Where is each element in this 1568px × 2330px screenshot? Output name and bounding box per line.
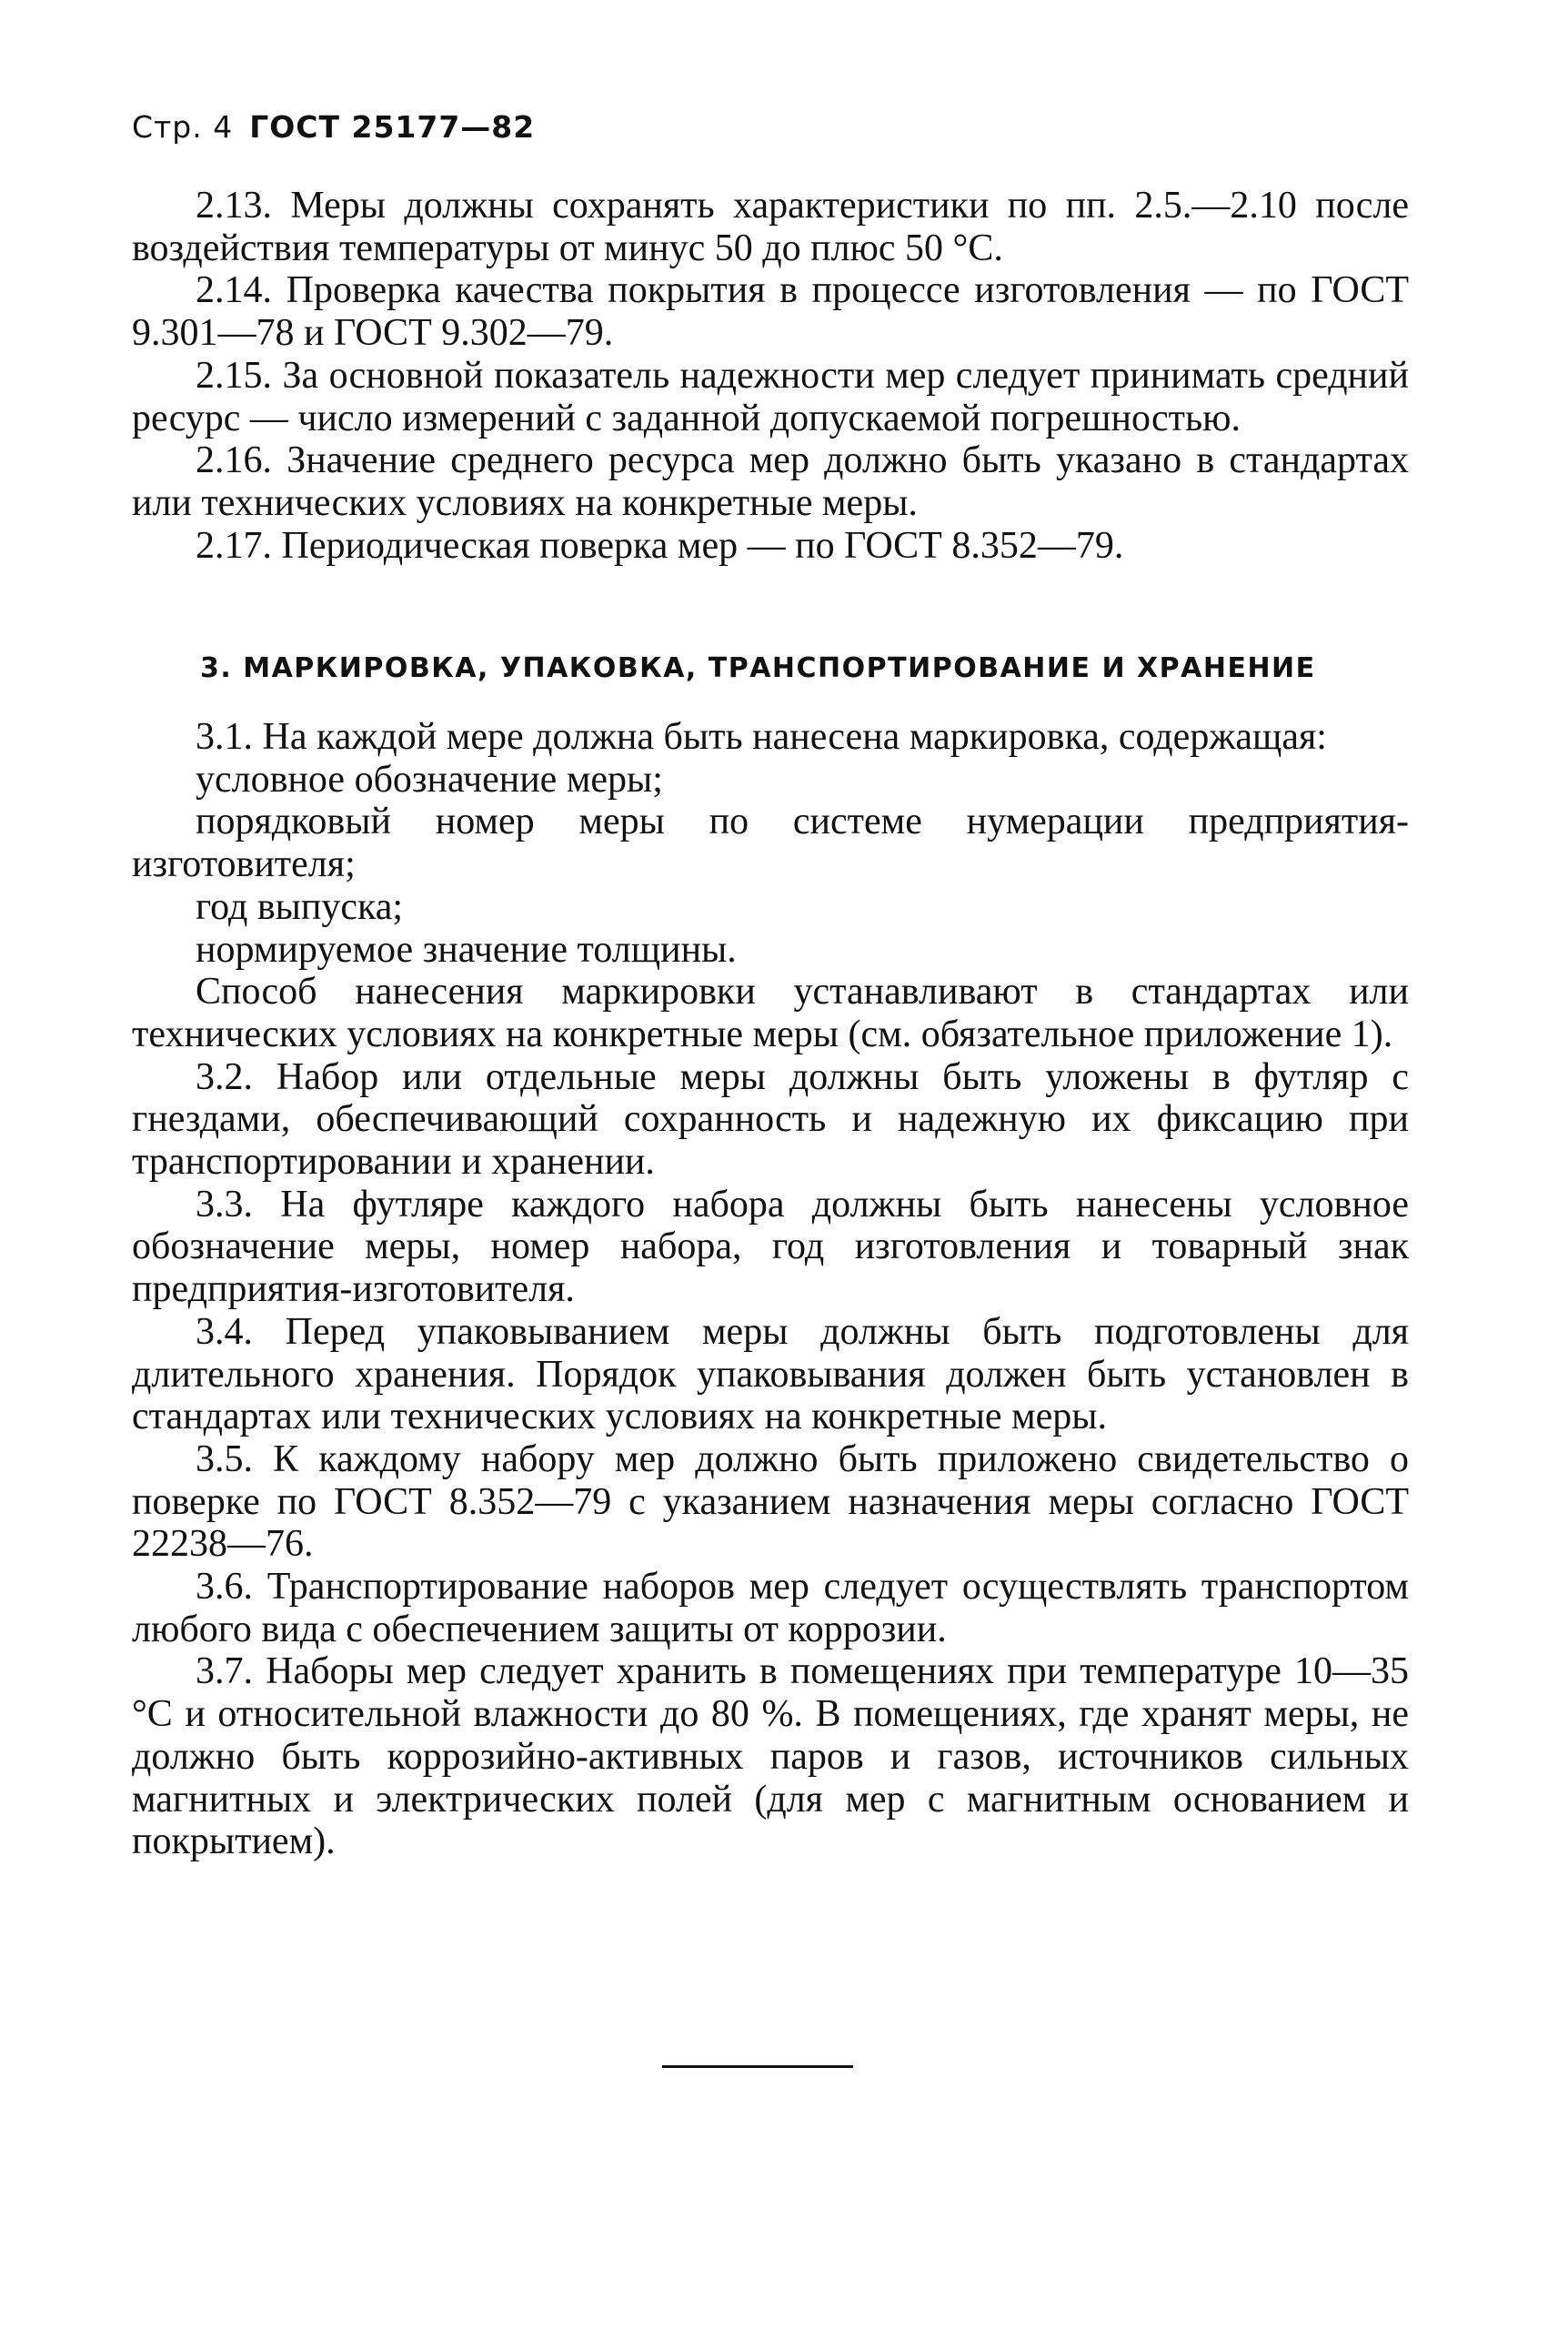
standard-code: ГОСТ 25177—82	[249, 109, 536, 145]
paragraph-3-5: 3.5. К каждому набору мер должно быть приложено свидетельство о поверке по ГОСТ 8.352—79 с указанием назначения меры согласно ГОСТ 22238—76.	[132, 1437, 1409, 1566]
end-of-text-rule	[662, 2065, 853, 2068]
paragraph-3-4: 3.4. Перед упаковыванием меры должны быть подготовлены для длительного хранения. Порядок упаковывания должен быть установлен в стандартах или технических условиях на конкретные меры.	[132, 1310, 1409, 1438]
paragraph-3-1: 3.1. На каждой мере должна быть нанесена маркировка, содержащая:	[196, 716, 1327, 758]
paragraph-3-7: 3.7. Наборы мер следует хранить в помещениях при температуре 10—35 °С и относительной влажности до 80 %. В помещениях, где хранят меры, не должно быть коррозийно-активных паров и газов, источников сильных магнитных и электрических полей (для мер с магнитным основанием и покрытием).	[132, 1650, 1409, 1863]
paragraph-2-14: 2.14. Проверка качества покрытия в процессе изготовления — по ГОСТ 9.301—78 и ГОСТ 9.302—79.	[132, 269, 1409, 355]
paragraph-3-1-method: Способ нанесения маркировки устанавливают в стандартах или технических условиях на конкретные меры (см. обязательное приложение 1).	[132, 971, 1409, 1055]
marking-list-item: порядковый номер меры по системе нумерации предприятия-изготовителя;	[132, 801, 1409, 886]
paragraph-2-13: 2.13. Меры должны сохранять характеристики по пп. 2.5.—2.10 после воздействия температуры от минус 50 до плюс 50 °С.	[132, 185, 1409, 269]
paragraph-3-2: 3.2. Набор или отдельные меры должны быть уложены в футляр с гнездами, обеспечивающий сохранность и надежную их фиксацию при транспортировании и хранении.	[132, 1055, 1409, 1184]
marking-list-item: условное обозначение меры;	[196, 758, 663, 801]
section-3-heading: 3. МАРКИРОВКА, УПАКОВКА, ТРАНСПОРТИРОВАНИЕ И ХРАНЕНИЕ	[200, 652, 1316, 684]
section-2-continuation	[132, 185, 1409, 567]
section-3-body	[132, 716, 1409, 1863]
paragraph-2-15: 2.15. За основной показатель надежности мер следует принимать средний ресурс — число измерений с заданной допускаемой погрешностью.	[132, 354, 1409, 439]
paragraph-3-6: 3.6. Транспортирование наборов мер следует осуществлять транспортом любого вида с обеспечением защиты от коррозии.	[132, 1566, 1409, 1650]
page-number: Стр. 4	[132, 109, 234, 145]
running-header	[132, 109, 535, 145]
paragraph-2-16: 2.16. Значение среднего ресурса мер должно быть указано в стандартах или технических условиях на конкретные меры.	[132, 439, 1409, 524]
paragraph-2-17: 2.17. Периодическая поверка мер — по ГОСТ 8.352—79.	[196, 524, 1124, 567]
marking-list-item: год выпуска;	[196, 885, 404, 928]
marking-list-item: нормируемое значение толщины.	[196, 928, 737, 971]
paragraph-3-3: 3.3. На футляре каждого набора должны быть нанесены условное обозначение меры, номер набора, год изготовления и товарный знак предприятия-изготовителя.	[132, 1183, 1409, 1311]
